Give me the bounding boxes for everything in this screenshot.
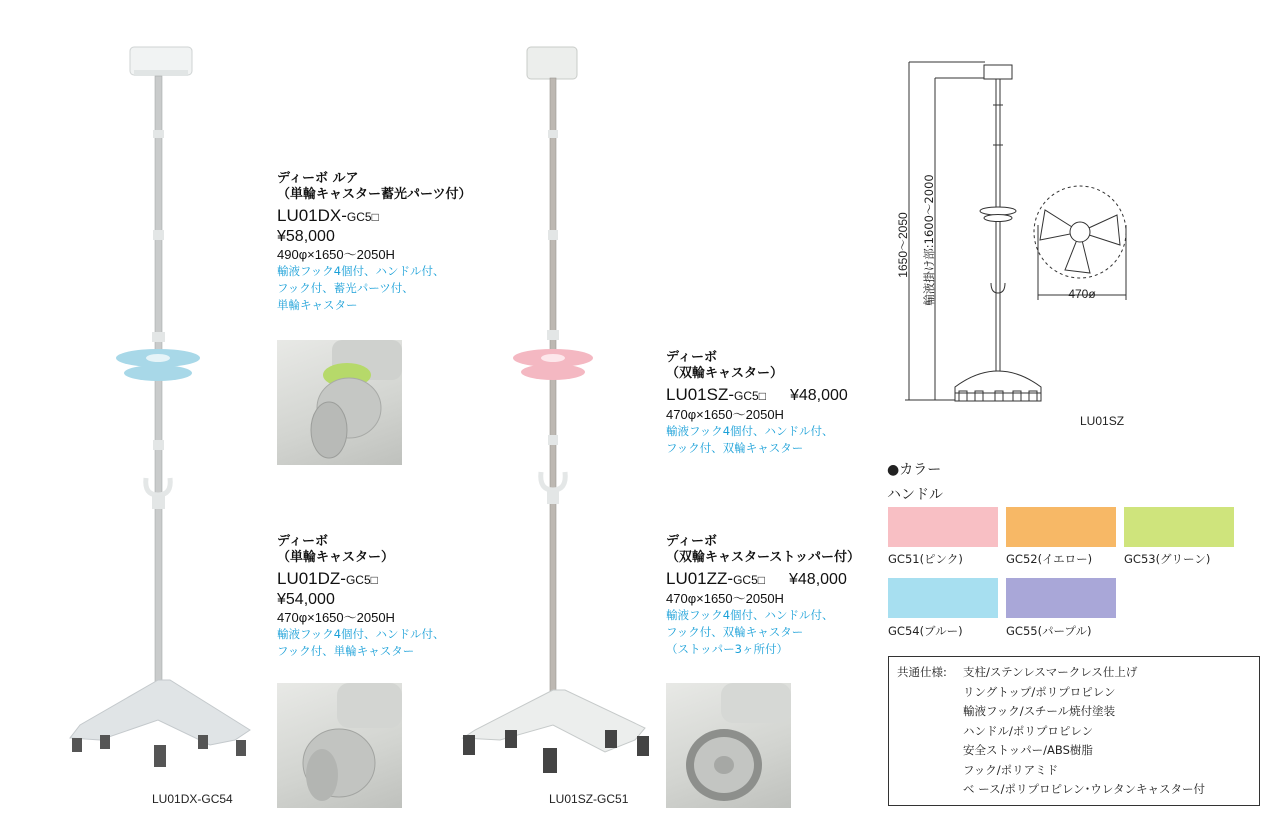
feature-line: （ストッパー3ヶ所付） bbox=[666, 642, 788, 656]
overall-height-label: 1650〜2050 bbox=[896, 212, 910, 278]
swatch-gc52 bbox=[1006, 507, 1116, 547]
base-diameter-label: 470ø bbox=[1068, 287, 1096, 301]
common-spec-box bbox=[888, 656, 1260, 806]
feature-line: 輸液フック4個付、ハンドル付、 bbox=[666, 424, 834, 438]
feature-line: 輸液フック4個付、ハンドル付、 bbox=[666, 608, 834, 622]
product-dimensions: 470φ×1650〜2050H bbox=[666, 591, 784, 606]
product-name: ディーボ bbox=[666, 350, 717, 365]
feature-line: 輸液フック4個付、ハンドル付、 bbox=[277, 627, 445, 641]
spec-line: リングトップ/ポリプロピレン bbox=[963, 684, 1116, 699]
swatch-gc53 bbox=[1124, 507, 1234, 547]
product-price: ¥58,000 bbox=[277, 228, 335, 245]
spec-label: 共通仕様: bbox=[897, 665, 947, 679]
product-lu01sz bbox=[666, 350, 906, 457]
caster-photo-single bbox=[277, 683, 402, 808]
color-heading: ●カラー bbox=[887, 462, 942, 478]
product-code-price: LU01ZZ-GC5□ ¥48,000 bbox=[666, 569, 847, 588]
handle-subheading: ハンドル bbox=[887, 487, 943, 503]
swatch-label-gc51: GC51(ピンク) bbox=[888, 552, 963, 566]
product-subname: （双輪キャスター） bbox=[666, 366, 784, 381]
product-lu01dz bbox=[277, 534, 517, 660]
feature-line: フック付、双輪キャスター bbox=[666, 625, 804, 639]
product-code-price: LU01SZ-GC5□ ¥48,000 bbox=[666, 385, 848, 404]
product-dimensions: 470φ×1650〜2050H bbox=[277, 610, 395, 625]
product-name: ディーボ ルア bbox=[277, 171, 359, 186]
swatch-gc54 bbox=[888, 578, 998, 618]
drawing-caption: LU01SZ bbox=[1080, 414, 1125, 428]
spec-line: ハンドル/ポリプロピレン bbox=[963, 723, 1094, 738]
product-price: ¥48,000 bbox=[789, 387, 848, 404]
caster-photo-glow bbox=[277, 340, 402, 465]
swatch-label-gc54: GC54(ブルー) bbox=[888, 624, 963, 638]
iv-stand-lu01dx-illustration bbox=[60, 40, 260, 780]
feature-line: 輸液フック4個付、ハンドル付、 bbox=[277, 264, 445, 278]
product-name: ディーボ bbox=[666, 534, 717, 549]
feature-line: フック付、蓄光パーツ付、 bbox=[277, 281, 414, 295]
product-price: ¥54,000 bbox=[277, 591, 335, 608]
feature-line: フック付、単輪キャスター bbox=[277, 644, 415, 658]
swatch-gc55 bbox=[1006, 578, 1116, 618]
spec-line: 支柱/ステンレスマークレス仕上げ bbox=[963, 665, 1138, 679]
spec-lines bbox=[963, 663, 1137, 683]
left-stand-caption: LU01DX-GC54 bbox=[152, 792, 233, 806]
caster-photo-twin bbox=[666, 683, 791, 808]
swatch-label-gc52: GC52(イエロー) bbox=[1006, 552, 1093, 566]
iv-stand-lu01sz-illustration bbox=[455, 40, 665, 780]
product-code: LU01DX-GC5□ bbox=[277, 206, 379, 225]
product-name: ディーボ bbox=[277, 534, 328, 549]
spec-line: 輸液フック/スチール焼付塗装 bbox=[963, 704, 1116, 718]
product-subname: （単輪キャスター） bbox=[277, 550, 395, 565]
swatch-label-gc53: GC53(グリーン) bbox=[1124, 552, 1211, 566]
spec-line: フック/ポリアミド bbox=[963, 762, 1059, 777]
swatch-gc51 bbox=[888, 507, 998, 547]
spec-line: 安全ストッパー/ABS樹脂 bbox=[963, 743, 1093, 757]
product-subname: （双輪キャスターストッパー付） bbox=[666, 550, 860, 565]
product-lu01zz bbox=[666, 534, 906, 658]
feature-line: 単輪キャスター bbox=[277, 298, 358, 312]
middle-stand-caption: LU01SZ-GC51 bbox=[549, 792, 629, 806]
product-lu01dx bbox=[277, 171, 517, 314]
product-dimensions: 490φ×1650〜2050H bbox=[277, 247, 395, 262]
hang-height-label: 輸液掛け部:1600〜2000 bbox=[922, 174, 936, 306]
product-dimensions: 470φ×1650〜2050H bbox=[666, 407, 784, 422]
product-price: ¥48,000 bbox=[789, 571, 847, 588]
swatch-label-gc55: GC55(パープル) bbox=[1006, 624, 1092, 638]
spec-line: ベ ース/ポリプロピレン･ウレタンキャスター付 bbox=[963, 782, 1205, 796]
product-code: LU01DZ-GC5□ bbox=[277, 569, 378, 588]
technical-drawing bbox=[895, 55, 1145, 410]
feature-line: フック付、双輪キャスター bbox=[666, 441, 804, 455]
product-subname: （単輪キャスター蓄光パーツ付） bbox=[277, 187, 472, 202]
